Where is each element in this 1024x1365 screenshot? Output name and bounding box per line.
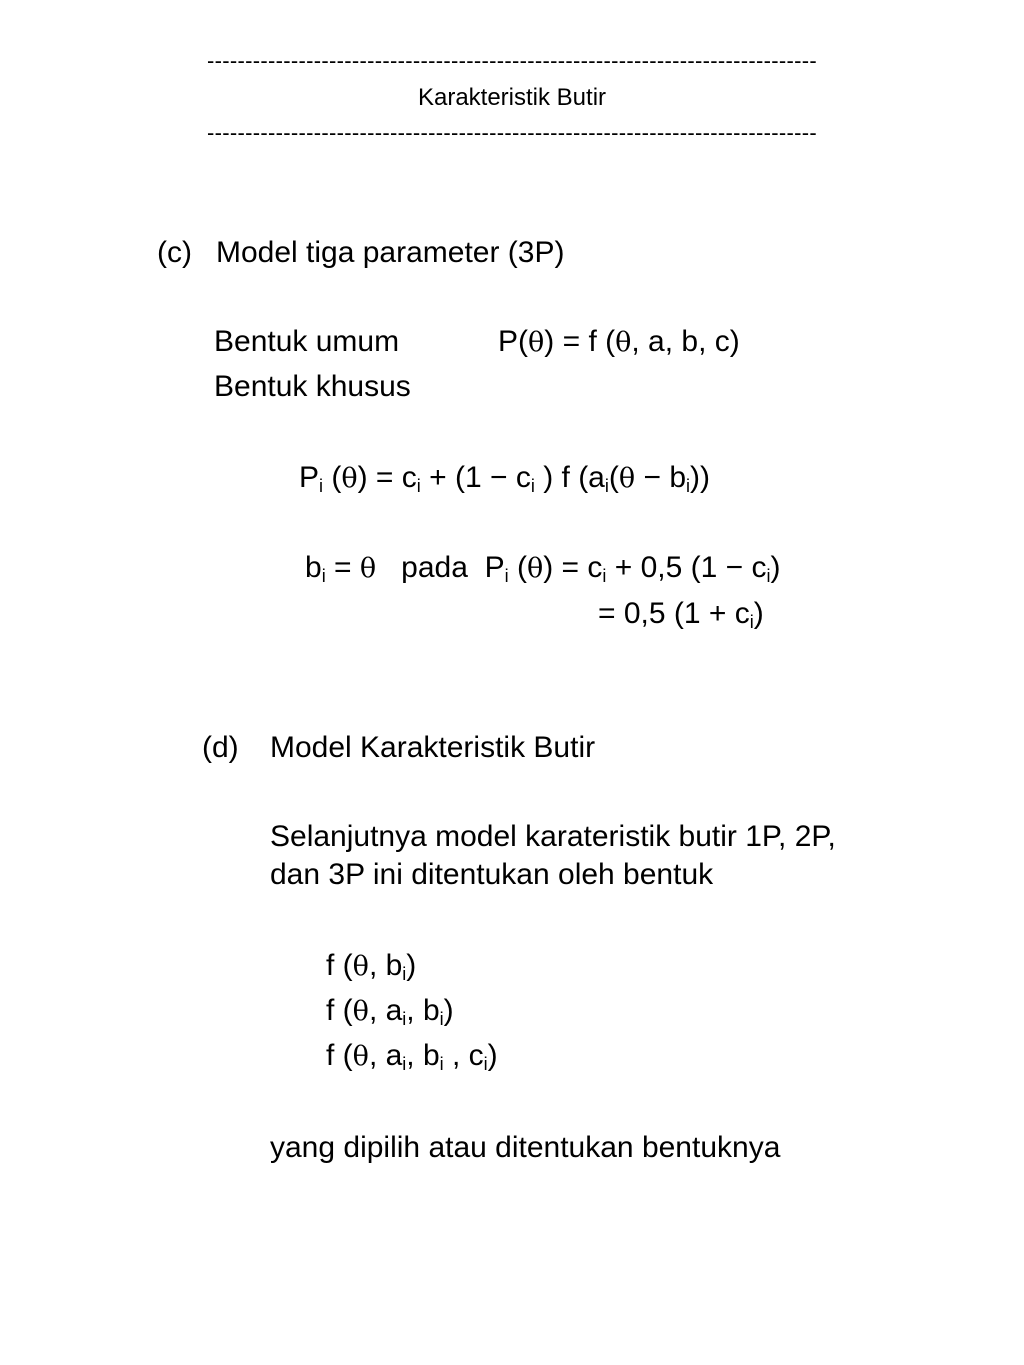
function-3p: f (θ, $a_i$, $b_i$ , $c_i$) [326, 1039, 498, 1074]
b-equals-theta-equation: $b_i = \theta$ pada $P_i$ $(\theta) = c_i + 0,5$ $(1 - c_i)$ [305, 551, 781, 586]
pada-text: pada [401, 551, 468, 584]
paragraph-line-1: Selanjutnya model karateristik butir 1P, 2P, [270, 820, 836, 853]
bentuk-umum-label: Bentuk umum [214, 325, 400, 358]
general-form-equation: P(θ) = f (θ, a, b, c) [498, 325, 740, 358]
simplified-equation: = 0,5 $(1 + c_i)$ [598, 597, 764, 632]
paragraph-line-2: dan 3P ini ditentukan oleh bentuk [270, 858, 714, 891]
header-rule-top: -------------------------------------------------------------------------------- [206, 48, 818, 73]
function-1p: f (θ, $b_i$) [326, 949, 417, 984]
bentuk-khusus-label: Bentuk khusus [214, 370, 411, 403]
header-rule-bottom: -------------------------------------------------------------------------------- [206, 120, 818, 145]
section-d-label: (d) [202, 731, 239, 764]
section-c-label: (c) [157, 236, 192, 269]
closing-text: yang dipilih atau ditentukan bentuknya [270, 1131, 781, 1164]
section-c-title: Model tiga parameter (3P) [216, 236, 565, 269]
function-2p: f (θ, $a_i$, $b_i$) [326, 994, 454, 1029]
specific-form-equation: $P_i$ $(\theta) = c_i + (1 - c_i$ ) f $(a_i(\theta - b_i))$ [299, 461, 710, 496]
section-d-title: Model Karakteristik Butir [270, 731, 596, 764]
page-title: Karakteristik Butir [417, 84, 607, 111]
